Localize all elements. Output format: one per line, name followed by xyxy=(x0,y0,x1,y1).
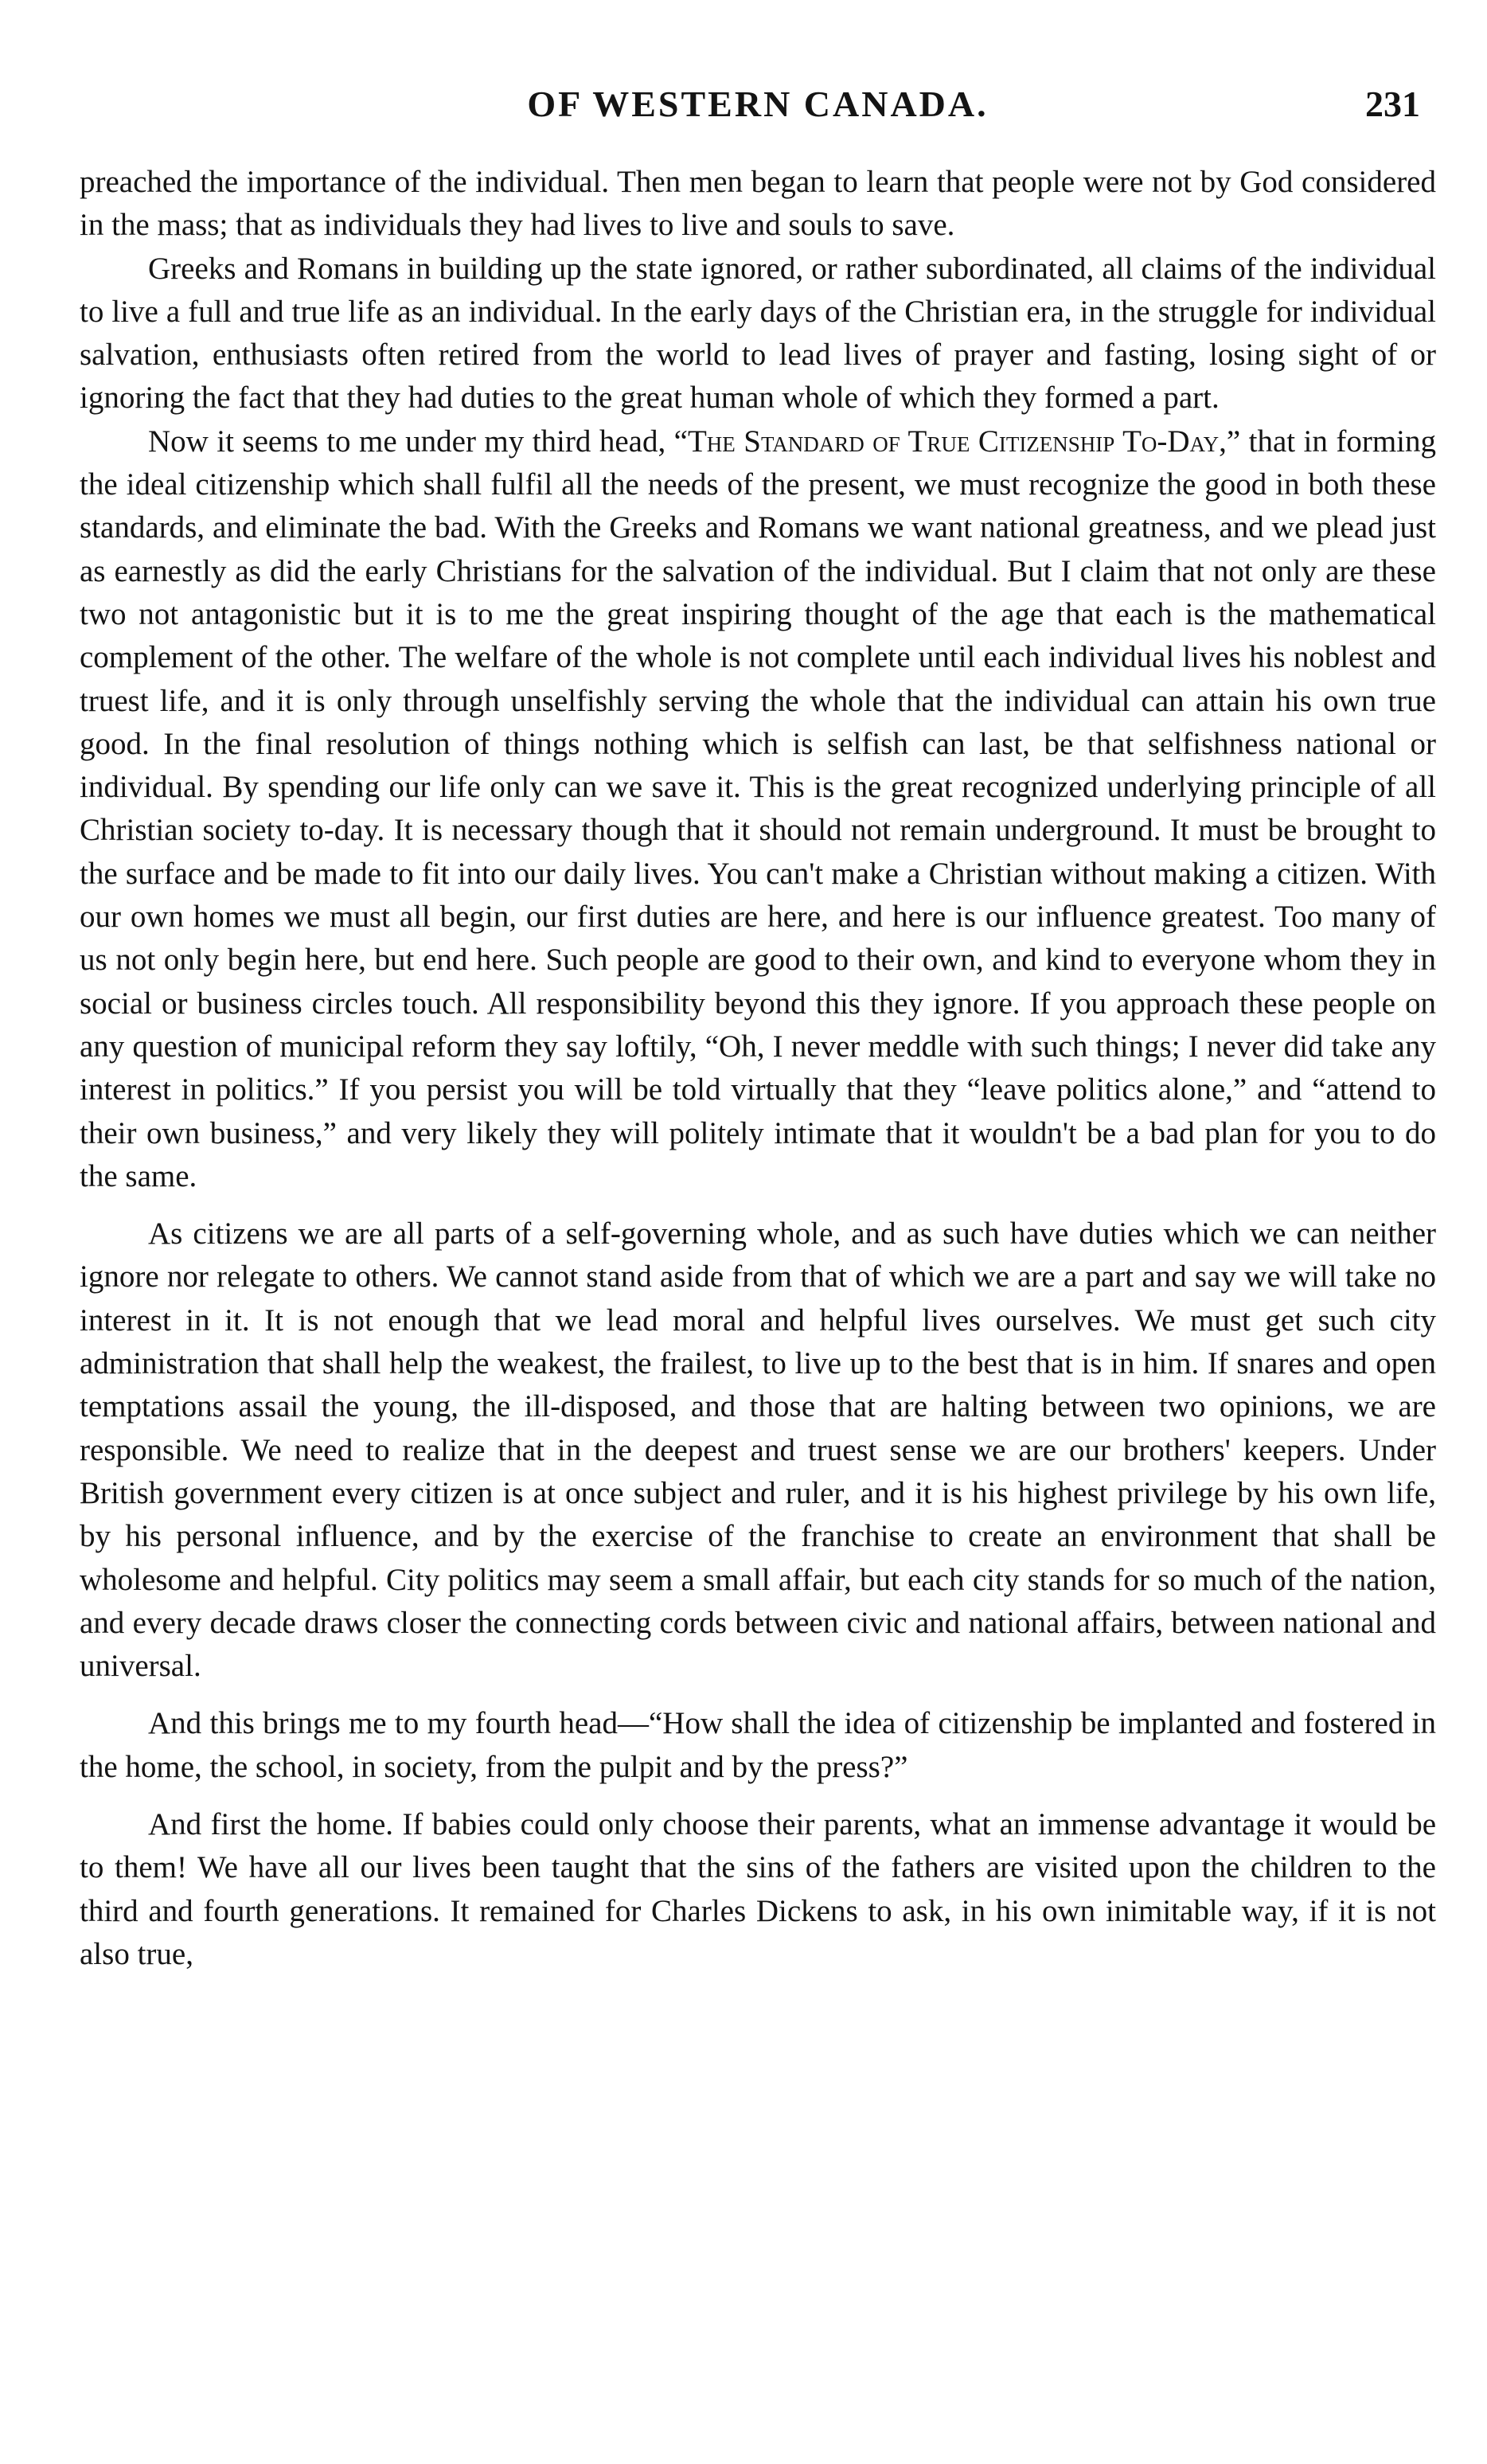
paragraph-self-governing-whole: As citizens we are all parts of a self-governing whole, and as such have duties which we can neither ignore nor relegate to others. We cannot stand aside from that of which we are a part and say we will take no interest in it. It is not enough that we lead moral and helpful lives ourselves. We must get such city administration that shall help the weakest, the frailest, to live up to the best that is in him. If snares and open temptations assail the young, the ill-disposed, and those that are halting between two opinions, we are responsible. We need to realize that in the deepest and truest sense we are our brothers' keepers. Under British government every citizen is at once subject and ruler, and it is his highest privilege by his own life, by his personal influence, and by the exercise of the franchise to create an environment that shall be wholesome and helpful. City politics may seem a small affair, but each city stands for so much of the nation, and every decade draws closer the connecting cords between civic and national affairs, between national and universal. xyxy=(80,1216,1436,1684)
running-head xyxy=(80,83,1436,134)
paragraph-third-head-lead: Now it seems to me under my third head, “ xyxy=(148,424,688,459)
page-number: 231 xyxy=(1365,84,1420,124)
paragraph-greeks-and-romans: Greeks and Romans in building up the state ignored, or rather subordinated, all claims of the individual to live a full and true life as an individual. In the early days of the Christian era, in the struggle for individual salvation, enthusiasts often retired from the world to lead lives of prayer and fasting, losing sight of or ignoring the fact that they had duties to the great human whole of which they formed a part. xyxy=(80,251,1436,416)
paragraph-the-home: And first the home. If babies could only choose their parents, what an immense advantage it would be to them! We have all our lives been taught that the sins of the fathers are visited upon the children to the third and fourth generations. It remained for Charles Dickens to ask, in his own inimitable way, if it is not also true, xyxy=(80,1806,1436,1971)
paragraph-third-head xyxy=(80,420,1436,1198)
section-heading-standard-of-citizenship: The Standard of True Citizenship To-Day xyxy=(687,424,1220,459)
paragraph-third-head-body: ,” that in forming the ideal citizenship which shall fulfil all the needs of the present, we must recognize the good in both these standards, and eliminate the bad. With the Greeks and Romans we want national greatness, and we plead just as earnestly as did the early Christians for the salvation of the individual. But I claim that not only are these two not antagonistic but it is to me the great inspiring thought of the age that each is the mathematical complement of the other. The welfare of the whole is not complete until each individual lives his noblest and truest life, and it is only through unselfishly serving the whole that the individual can attain his own true good. In the final resolution of things nothing which is selfish can last, be that selfishness national or individual. By spending our life only can we save it. This is the great recognized underlying principle of all Christian society to-day. It is necessary though that it should not remain underground. It must be brought to the surface and be made to fit into our daily lives. You can't make a Christian without making a citizen. With our own homes we must all begin, our first duties are here, and here is our influence greatest. Too many of us not only begin here, but end here. Such people are good to their own, and kind to everyone whom they in social or business circles touch. All responsibility beyond this they ignore. If you approach these people on any question of municipal reform they say loftily, “Oh, I never meddle with such things; I never did take any interest in politics.” If you persist you will be told virtually that they “leave politics alone,” and “attend to their own business,” and very likely they will politely intimate that it wouldn't be a bad plan for you to do the same. xyxy=(80,424,1437,1193)
body-text xyxy=(80,161,1436,1976)
paragraph-fourth-head: And this brings me to my fourth head—“How shall the idea of citizenship be implanted and fostered in the home, the school, in society, from the pulpit and by the press?” xyxy=(80,1706,1436,1784)
paragraph-continuation: preached the importance of the individual. Then men began to learn that people were not by God considered in the mass; that as individuals they had lives to live and souls to save. xyxy=(80,165,1436,243)
running-title: OF WESTERN CANADA. xyxy=(527,84,989,124)
